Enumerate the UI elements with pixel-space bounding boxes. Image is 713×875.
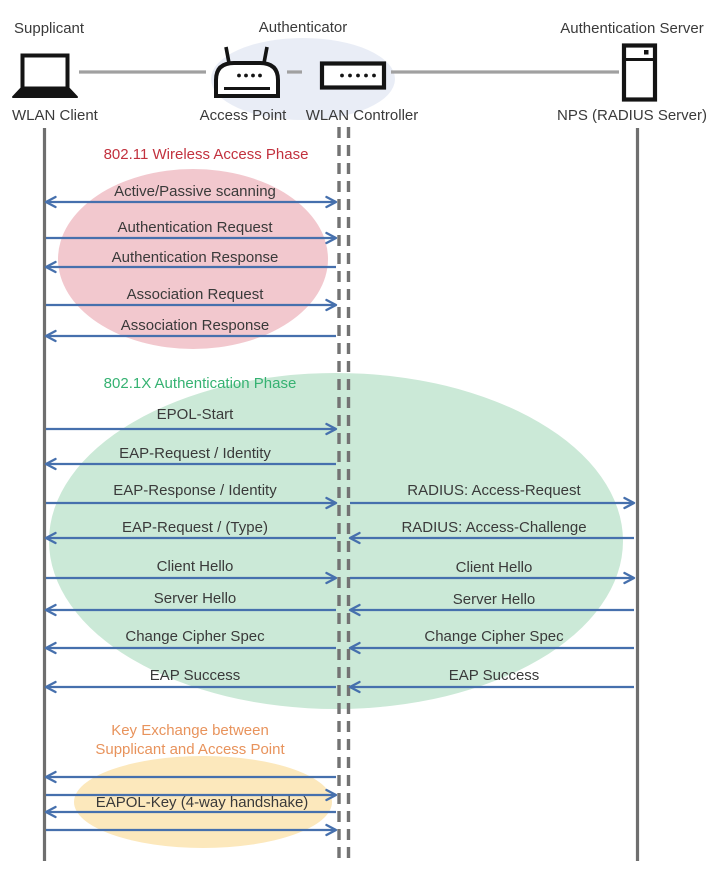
laptop-icon bbox=[13, 56, 77, 98]
message-label: Association Request bbox=[126, 286, 264, 303]
phase3-title-line1: Key Exchange between bbox=[111, 722, 269, 739]
message-label: Server Hello bbox=[153, 590, 237, 607]
device-label-wlan-client: WLAN Client bbox=[12, 107, 98, 124]
message-label: Client Hello bbox=[455, 559, 533, 576]
phase2-ellipse bbox=[49, 373, 623, 709]
message-label: Authentication Request bbox=[117, 219, 273, 236]
message-label: EAP Success bbox=[149, 667, 241, 684]
server-icon bbox=[624, 46, 655, 100]
message-label: EAP-Request / Identity bbox=[119, 445, 271, 462]
device-label-access-point: Access Point bbox=[199, 107, 287, 124]
device-label-nps-radius: NPS (RADIUS Server) bbox=[556, 107, 708, 124]
message-label: RADIUS: Access-Request bbox=[407, 482, 581, 499]
message-label: Change Cipher Spec bbox=[424, 628, 564, 645]
message-label: Change Cipher Spec bbox=[125, 628, 265, 645]
role-supplicant: Supplicant bbox=[14, 20, 85, 37]
role-authenticator: Authenticator bbox=[258, 19, 348, 36]
message-label: EAP-Response / Identity bbox=[113, 482, 277, 499]
message-label: EPOL-Start bbox=[156, 406, 234, 423]
role-authentication-server: Authentication Server bbox=[560, 20, 704, 37]
message-label: Active/Passive scanning bbox=[114, 183, 276, 200]
phase1-title: 802.11 Wireless Access Phase bbox=[103, 146, 309, 163]
phase2-title: 802.1X Authentication Phase bbox=[103, 375, 297, 392]
message-label: Authentication Response bbox=[111, 249, 279, 266]
message-label: EAP Success bbox=[448, 667, 540, 684]
message-label: Association Response bbox=[120, 317, 270, 334]
message-label: Server Hello bbox=[452, 591, 536, 608]
message-label: EAPOL-Key (4-way handshake) bbox=[95, 794, 309, 811]
message-label: EAP-Request / (Type) bbox=[122, 519, 268, 536]
wlan-controller-icon bbox=[322, 64, 384, 88]
phase3-title-line2: Supplicant and Access Point bbox=[95, 741, 285, 758]
message-label: Client Hello bbox=[156, 558, 234, 575]
device-label-wlan-controller: WLAN Controller bbox=[305, 107, 419, 124]
message-label: RADIUS: Access-Challenge bbox=[401, 519, 587, 536]
